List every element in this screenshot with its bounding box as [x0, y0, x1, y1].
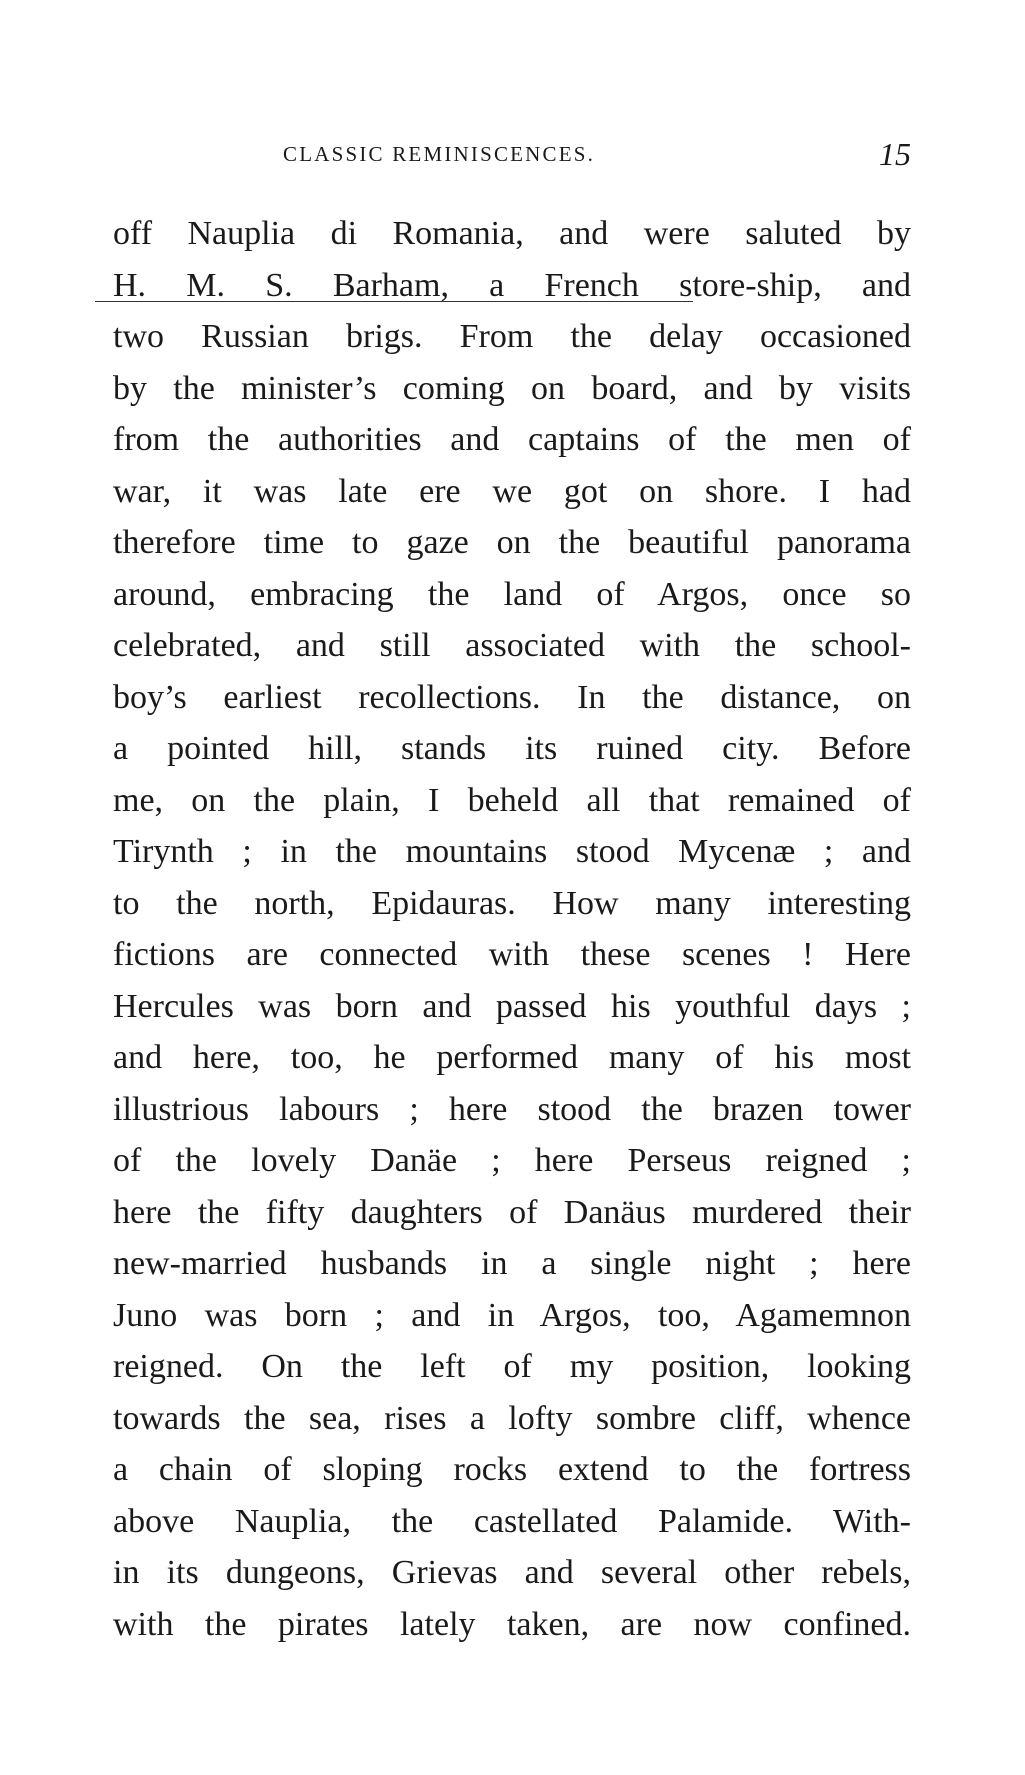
text-line: Tirynth ; in the mountains stood Mycenæ ; and [113, 833, 911, 870]
text-line: Juno was born ; and in Argos, too, Agamemnon [113, 1296, 911, 1334]
text-line: above Nauplia, the castellated Palamide. With- [113, 1502, 911, 1540]
text-line: two Russian brigs. From the delay occasioned [113, 318, 911, 355]
text-line: around, embracing the land of Argos, once so [113, 575, 911, 613]
text-line: new-married husbands in a single night ; here [113, 1245, 911, 1282]
text-line: here the fifty daughters of Danäus murdered their [113, 1193, 911, 1231]
text-line: in its dungeons, Grievas and several other rebels, [113, 1554, 911, 1591]
text-line: illustrious labours ; here stood the brazen tower [113, 1090, 911, 1128]
page-number: 15 [879, 136, 911, 172]
text-line: by the minister’s coming on board, and by visits [113, 369, 911, 407]
text-line: a chain of sloping rocks extend to the fortress [113, 1451, 911, 1488]
text-line: of the lovely Danäe ; here Perseus reigned ; [113, 1142, 911, 1179]
text-line: off Nauplia di Romania, and were saluted by [113, 215, 911, 252]
body-text [113, 208, 911, 1650]
text-line: reigned. On the left of my position, looking [113, 1348, 911, 1385]
text-line: boy’s earliest recollections. In the distance, on [113, 678, 911, 716]
text-line: me, on the plain, I beheld all that remained of [113, 781, 911, 819]
running-title: CLASSIC REMINISCENCES. [283, 142, 596, 166]
text-line: celebrated, and still associated with the school- [113, 627, 911, 664]
text-line: war, it was late ere we got on shore. I had [113, 472, 911, 510]
text-line: fictions are connected with these scenes ! Here [113, 936, 911, 973]
text-line: to the north, Epidauras. How many interesting [113, 884, 911, 922]
text-line: and here, too, he performed many of his most [113, 1039, 911, 1076]
text-line: towards the sea, rises a lofty sombre cliff, whence [113, 1399, 911, 1437]
text-line: from the authorities and captains of the men of [113, 421, 911, 458]
text-line: a pointed hill, stands its ruined city. Before [113, 730, 911, 767]
text-line: therefore time to gaze on the beautiful panorama [113, 524, 911, 561]
running-head [113, 136, 911, 176]
text-line: H. M. S. Barham, a French store-ship, and [113, 266, 911, 304]
text-line: Hercules was born and passed his youthful days ; [113, 987, 911, 1025]
text-line: with the pirates lately taken, are now confined. [113, 1605, 911, 1643]
